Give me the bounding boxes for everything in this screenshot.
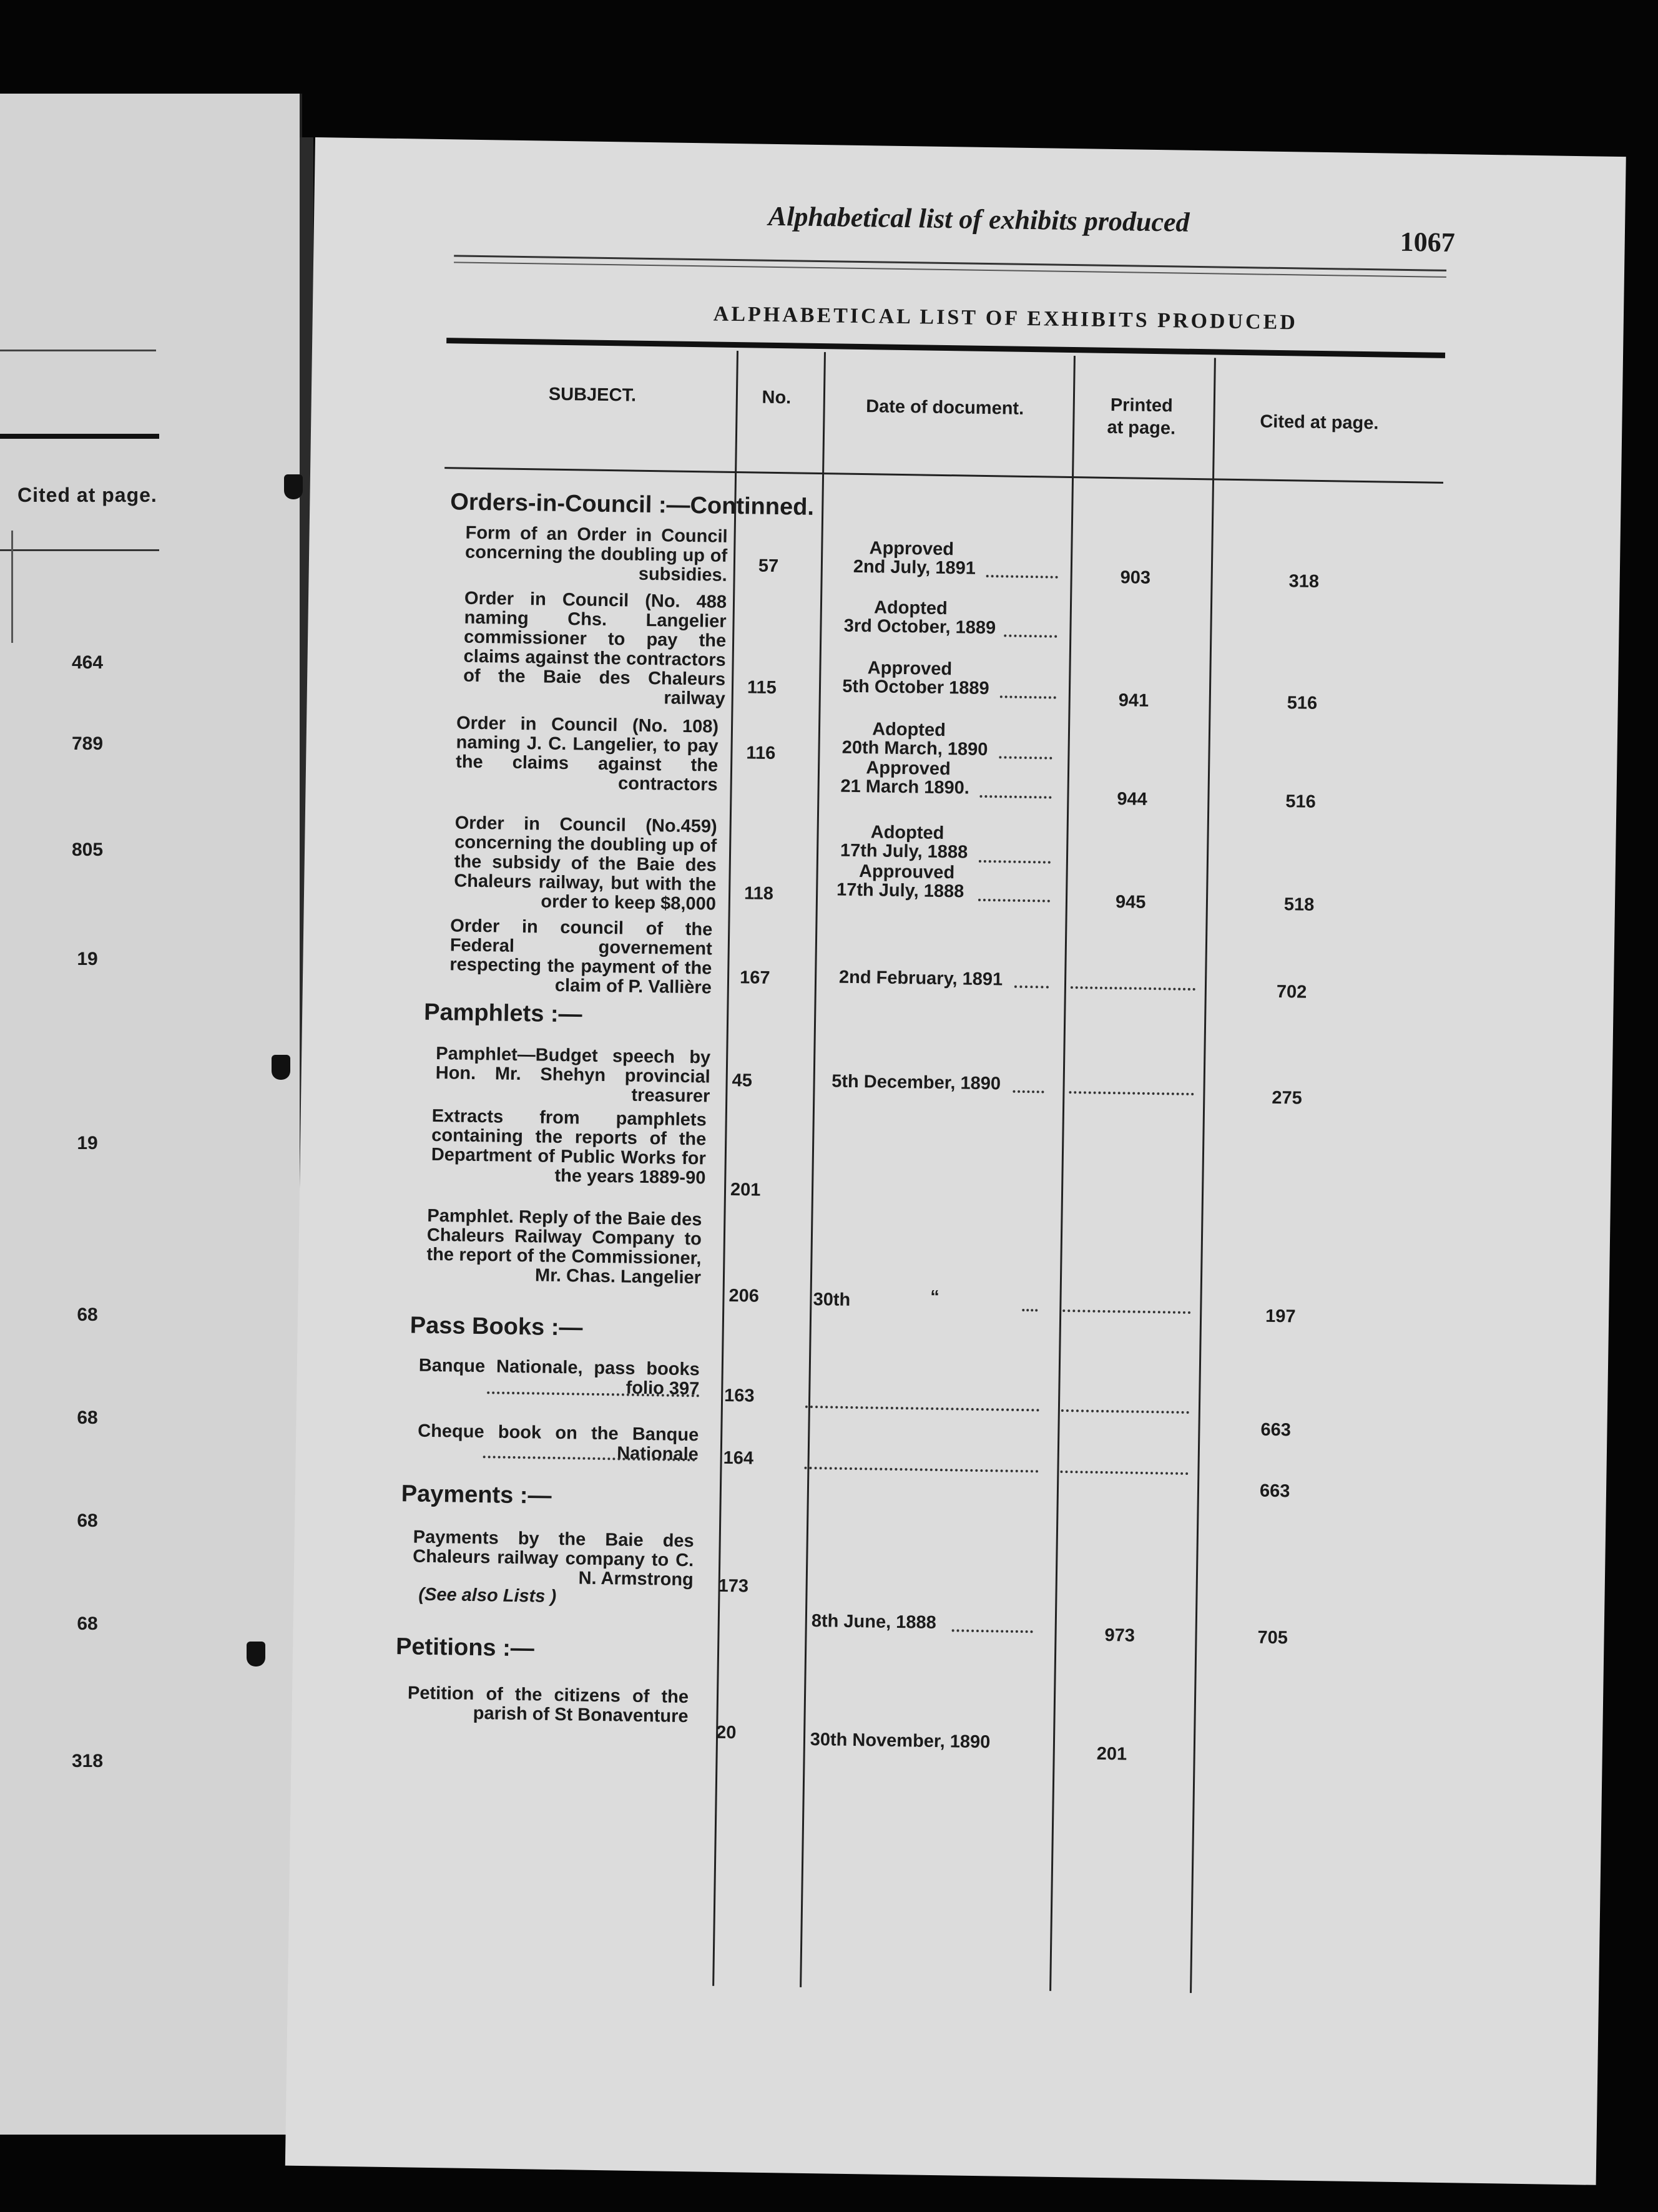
entry-subject: Pamphlet—Budget speech by Hon. Mr. Shehyn provincial treasurer (435, 1044, 711, 1107)
entry-cited: 516 (1287, 693, 1318, 713)
entry-subject: Order in Council (No.459) concerning the doubling up of the subsidy of the Baie des Chaleurs railway, but with the order to keep $8,000 (454, 813, 717, 914)
left-cited-value: 318 (71, 1751, 104, 1771)
leader-dots (978, 899, 1050, 903)
column-header-cited: Cited at page. (1260, 411, 1379, 434)
column-header-printed (1076, 393, 1207, 440)
entry-date-line: Adopted (870, 822, 944, 844)
entry-printed: 944 (1117, 789, 1148, 810)
leader-dots (805, 1406, 1039, 1412)
leader-dots (986, 575, 1058, 579)
entry-date-line: 17th July, 1888 (836, 879, 964, 902)
entry-cited: 663 (1260, 1419, 1292, 1441)
leader-dots (1014, 986, 1049, 989)
left-cited-value: 19 (77, 949, 98, 969)
leader-dots (979, 795, 1051, 799)
section-heading: Orders-in-Council :—Continned. (450, 489, 815, 521)
entry-cited: 275 (1272, 1087, 1302, 1108)
entry-no: 164 (723, 1447, 754, 1469)
leader-dots (1022, 1309, 1037, 1311)
entry-no: 163 (724, 1385, 755, 1406)
section-heading: Pass Books :— (410, 1312, 583, 1341)
leader-dots (1004, 634, 1057, 637)
left-cited-value: 68 (77, 1613, 98, 1634)
document-page (285, 137, 1626, 2185)
binding-clip (247, 1642, 265, 1666)
entry-date-line: 2nd February, 1891 (838, 967, 1003, 990)
leader-dots (804, 1467, 1038, 1473)
left-column-header: Cited at page. (17, 484, 157, 506)
running-head: Alphabetical list of exhibits produced (768, 200, 1190, 238)
library-stamp (898, 1768, 1249, 1821)
leader-dots (1071, 986, 1195, 991)
left-cited-value: 805 (71, 839, 104, 860)
entry-subject: Order in council of the Federal governement respecting the payment of the claim of P. Vallière (449, 916, 713, 998)
left-page (0, 94, 302, 2135)
entry-subject: Form of an Order in Council concerning the doubling up of subsidies. (464, 522, 728, 585)
entry-cited: 518 (1283, 894, 1315, 915)
left-cited-value: 68 (77, 1304, 98, 1325)
entry-cited: 705 (1257, 1627, 1288, 1648)
table-title: ALPHABETICAL LIST OF EXHIBITS PRODUCED (713, 302, 1298, 335)
column-header-no: No. (762, 387, 792, 408)
leader-dots (999, 756, 1052, 759)
entry-cited: 318 (1288, 571, 1320, 592)
entry-printed: 941 (1118, 690, 1149, 711)
entry-printed: 945 (1115, 892, 1146, 913)
section-heading: Payments :— (401, 1480, 552, 1509)
column-divider (1190, 358, 1216, 1993)
entry-date-line: Approved (866, 758, 951, 780)
entry-date-line: Adopted (871, 719, 946, 741)
entry-date-line: 5th December, 1890 (831, 1071, 1001, 1094)
leader-dots (1061, 1409, 1189, 1414)
entry-date-line: 30th (813, 1290, 851, 1310)
left-rule-top (0, 350, 156, 351)
entry-cited: 197 (1265, 1306, 1296, 1327)
entry-subject: Cheque book on the Banque Nationale (418, 1421, 699, 1465)
rule-header-bottom (444, 467, 1443, 484)
entry-cited: 702 (1276, 981, 1307, 1002)
leader-dots (1000, 695, 1056, 698)
entry-date-line: Approved (869, 538, 954, 560)
leader-dots (1060, 1471, 1188, 1475)
entry-date-line: 20th March, 1890 (841, 737, 988, 760)
entry-no: 118 (743, 883, 774, 904)
binding-clip (272, 1055, 290, 1080)
page-number: 1067 (1400, 226, 1456, 258)
entry-subject: Order in Council (No. 488 naming Chs. Langelier commissioner to pay the claims against the contractors of the Baie des Chaleurs railway (463, 588, 727, 709)
entry-printed: 973 (1104, 1625, 1136, 1646)
entry-no: 201 (730, 1180, 761, 1200)
column-header-subject: SUBJECT. (548, 384, 637, 406)
entry-subject: Payments by the Baie des Chaleurs railway company to C. N. Armstrong (413, 1527, 694, 1590)
entry-printed: 903 (1120, 567, 1151, 588)
leader-dots (1062, 1309, 1190, 1314)
entry-no: 115 (747, 677, 777, 698)
rule-heavy (446, 338, 1445, 358)
entry-date-line: 30th November, 1890 (810, 1730, 991, 1753)
entry-cited: 516 (1285, 791, 1317, 812)
left-rule-bold (0, 434, 159, 439)
entry-date-line: Approved (867, 658, 953, 680)
entry-date-line: Approuved (858, 861, 955, 883)
entry-subject: Order in Council (No. 108) naming J. C. Langelier, to pay the claims against the contractors (455, 713, 719, 795)
left-cited-value: 68 (77, 1407, 98, 1428)
entry-subject: Pamphlet. Reply of the Baie des Chaleurs Railway Company to the report of the Commissioner, Mr. Chas. Langelier (426, 1205, 702, 1288)
entry-date-line: 2nd July, 1891 (853, 556, 976, 579)
entry-date-line: Adopted (873, 597, 948, 619)
entry-date-line: 21 March 1890. (840, 776, 970, 798)
entry-no: 173 (718, 1575, 749, 1597)
column-header-date: Date of document. (865, 396, 1024, 419)
entry-date-line: 17th July, 1888 (840, 840, 968, 863)
entry-no: 116 (746, 743, 776, 764)
entry-date-line: “ (930, 1286, 940, 1308)
entry-no: 45 (732, 1070, 753, 1091)
entry-subject: Petition of the citizens of the parish of St Bonaventure (407, 1683, 689, 1727)
entry-no: 167 (739, 967, 770, 988)
column-header-printed-line2: at page. (1107, 417, 1176, 439)
column-header-printed-line1: Printed (1110, 394, 1173, 416)
entry-date-line: 5th October 1889 (842, 676, 989, 699)
entry-no: 206 (728, 1286, 760, 1306)
left-column-line (11, 531, 13, 643)
column-divider (1049, 356, 1076, 1991)
left-cited-value: 464 (71, 652, 104, 673)
left-cited-value: 19 (77, 1133, 98, 1153)
left-cited-value: 789 (71, 733, 104, 754)
rule-top-thin2 (454, 262, 1446, 278)
entry-no: 57 (758, 555, 779, 577)
entry-printed: 201 (1096, 1743, 1127, 1764)
section-heading: Petitions :— (395, 1633, 535, 1662)
entry-date-line: 8th June, 1888 (811, 1611, 936, 1633)
entry-subject: Banque Nationale, pass books folio 397 (418, 1355, 700, 1399)
leader-dots (1069, 1091, 1194, 1095)
entry-cited: 663 (1259, 1480, 1290, 1502)
section-heading: Pamphlets :— (423, 999, 582, 1028)
binding-clip (284, 474, 303, 499)
entry-see-also: (See also Lists ) (418, 1584, 557, 1607)
entry-no: 20 (715, 1722, 737, 1743)
leader-dots (1013, 1090, 1044, 1094)
entry-subject: Extracts from pamphlets containing the reports of the Department of Public Works for the years 1889-90 (431, 1105, 707, 1188)
leader-dots (979, 860, 1051, 864)
leader-dots (952, 1629, 1033, 1633)
left-rule-header (0, 549, 159, 551)
entry-date-line: 3rd October, 1889 (843, 615, 996, 639)
left-cited-value: 68 (77, 1510, 98, 1531)
